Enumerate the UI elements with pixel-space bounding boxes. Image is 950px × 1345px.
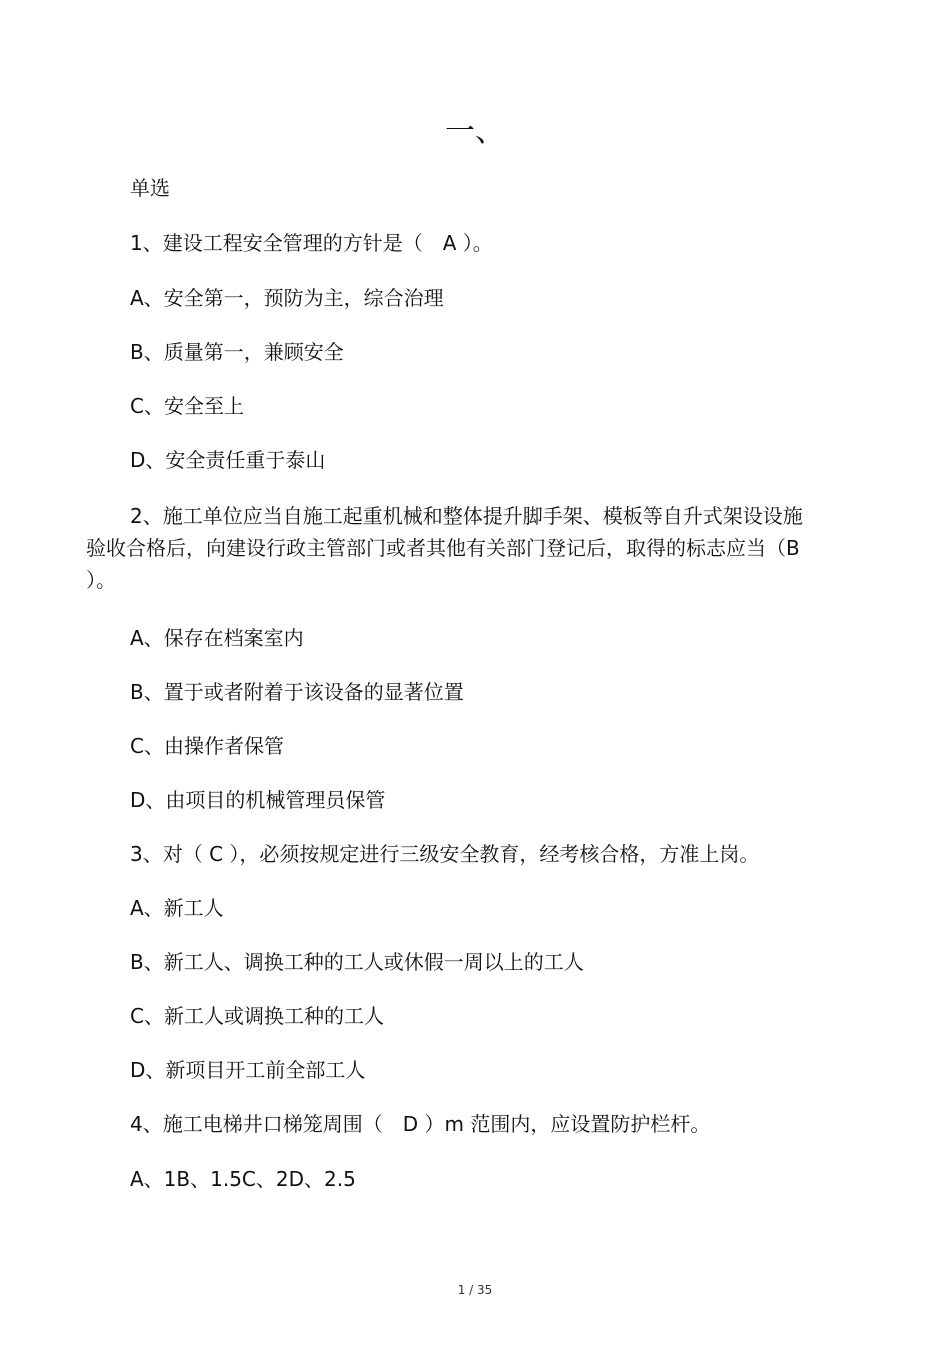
question-1-option-d: D、安全责任重于泰山 (130, 448, 326, 472)
page-indicator: 1 / 35 (457, 1283, 493, 1297)
question-3-option-b: B、新工人、调换工种的工人或休假一周以上的工人 (130, 950, 584, 974)
question-3-option-a: A、新工人 (130, 896, 224, 920)
question-2-stem: 2、施工单位应当自施工起重机械和整体提升脚手架、模板等自升式架设设施验收合格后，向建设行政主管部门或者其他有关部门登记后，取得的标志应当（B ）。 (86, 504, 803, 592)
question-2-option-d: D、由项目的机械管理员保管 (130, 788, 386, 812)
question-4-options: A、1B、1.5C、2D、2.5 (130, 1167, 356, 1191)
question-2-option-b: B、置于或者附着于该设备的显著位置 (130, 680, 464, 704)
question-1-stem: 1、建设工程安全管理的方针是（ A ）。 (130, 231, 493, 255)
section-heading: 一、 (445, 114, 505, 149)
section-label: 单选 (130, 176, 170, 200)
question-2-option-a: A、保存在档案室内 (130, 626, 304, 650)
question-3-stem: 3、对（ C ），必须按规定进行三级安全教育，经考核合格，方准上岗。 (130, 842, 760, 866)
question-3-option-d: D、新项目开工前全部工人 (130, 1058, 366, 1082)
question-1-option-b: B、质量第一，兼顾安全 (130, 340, 344, 364)
question-3-option-c: C、新工人或调换工种的工人 (130, 1004, 384, 1028)
question-2-option-c: C、由操作者保管 (130, 734, 284, 758)
question-4-stem: 4、施工电梯井口梯笼周围（ D ）m 范围内，应设置防护栏杆。 (130, 1112, 711, 1136)
question-1-option-c: C、安全至上 (130, 394, 244, 418)
question-1-option-a: A、安全第一，预防为主，综合治理 (130, 286, 444, 310)
